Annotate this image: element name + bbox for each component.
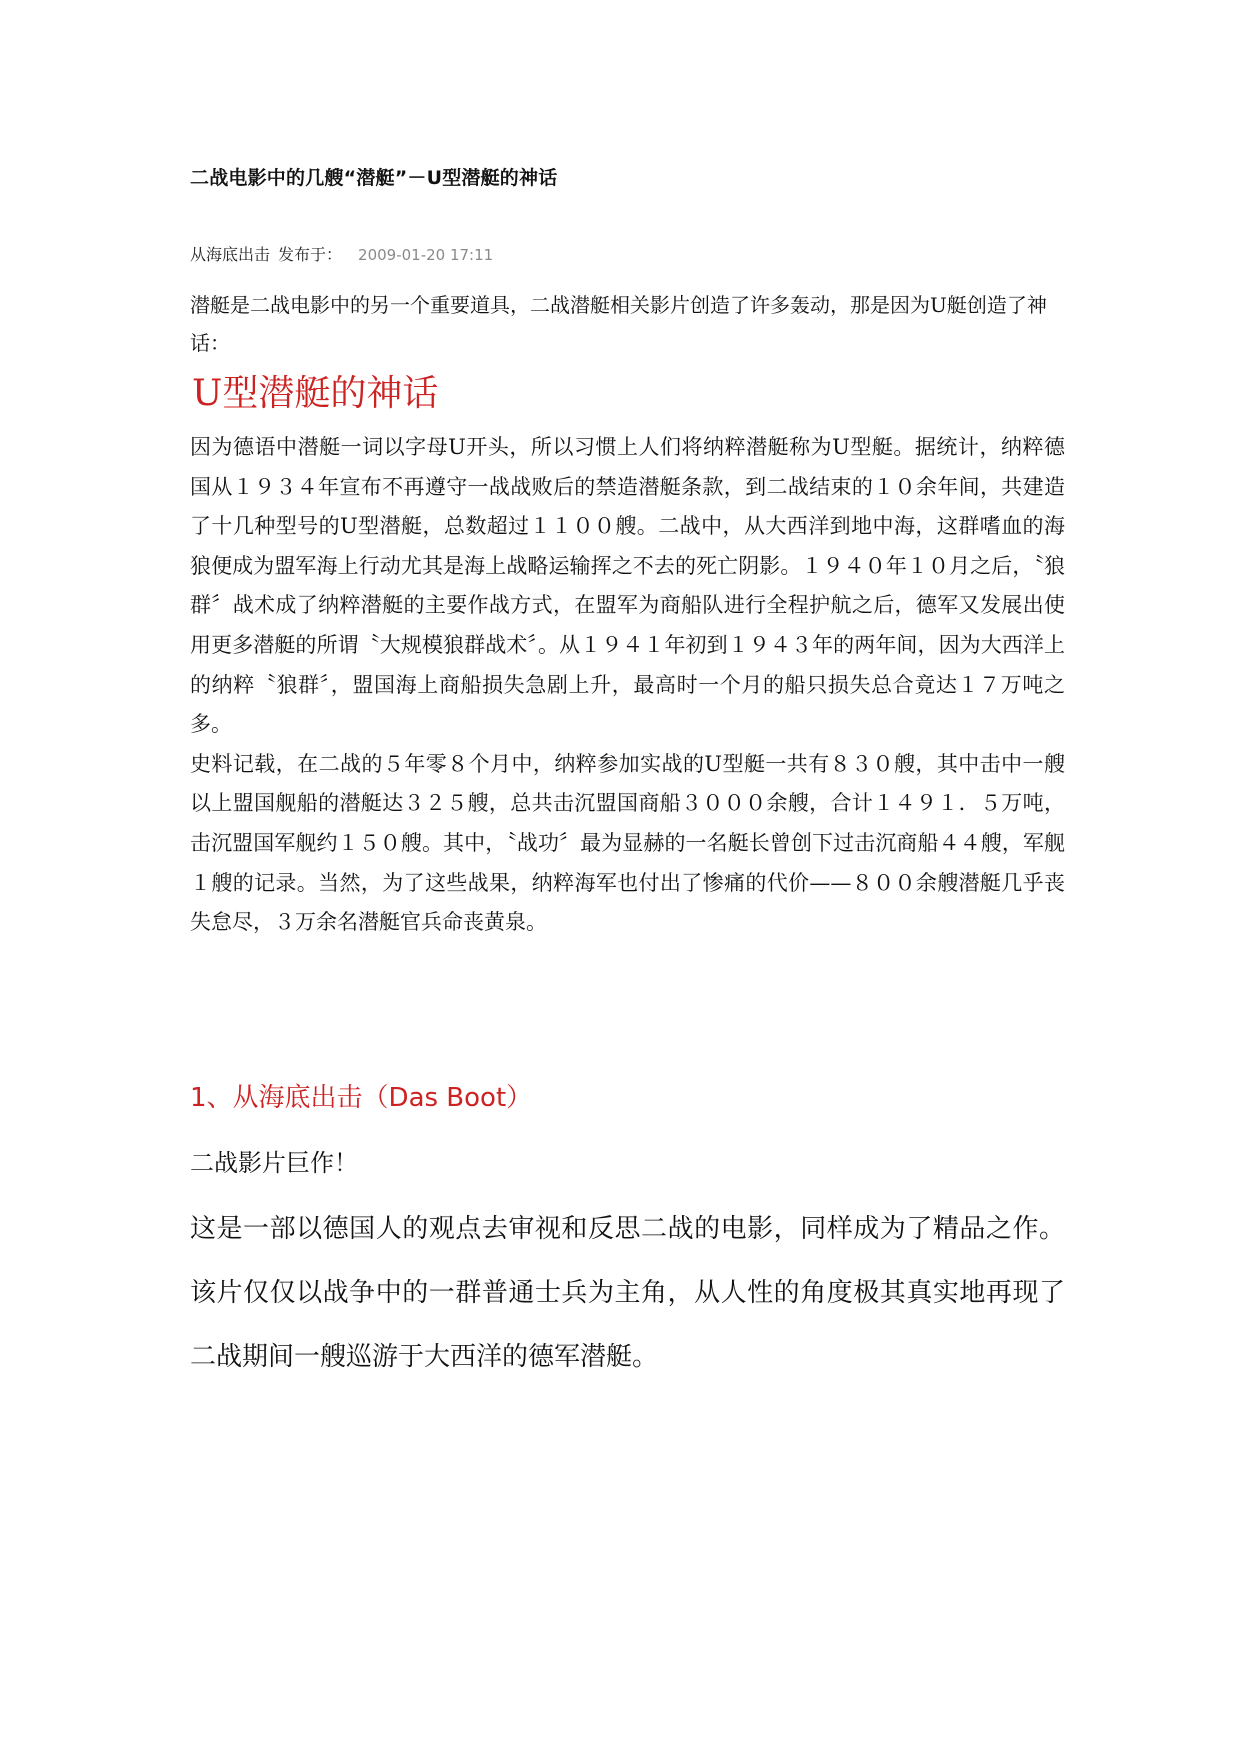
author-name: 从海底出击	[190, 245, 271, 264]
article-meta	[190, 242, 493, 265]
paragraph-records: 史料记载，在二战的５年零８个月中，纳粹参加实战的U型艇一共有８３０艘，其中击中一艘以上盟国舰船的潜艇达３２５艘，总共击沉盟国商船３０００余艘，合计１４９１．５万吨，击沉盟国军舰约１５０艘。其中，〝战功〞最为显赫的一名艇长曾创下过击沉商船４４艘，军舰１艘的记录。当然，为了这些战果，纳粹海军也付出了惨痛的代价——８００余艘潜艇几乎丧失怠尽，３万余名潜艇官兵命丧黄泉。	[190, 751, 1065, 935]
publish-date: 2009-01-20 17:11	[358, 246, 494, 264]
movie-heading: 1、从海底出击（Das Boot）	[190, 1083, 533, 1113]
document-title: 二战电影中的几艘“潜艇”－U型潜艇的神话	[190, 167, 558, 189]
published-label: 发布于：	[278, 245, 343, 264]
intro-paragraph: 潜艇是二战电影中的另一个重要道具，二战潜艇相关影片创造了许多轰动，那是因为U艇创造了神话：	[190, 293, 1047, 355]
paragraph-history: 因为德语中潜艇一词以字母U开头，所以习惯上人们将纳粹潜艇称为U型艇。据统计，纳粹德国从１９３４年宣布不再遵守一战战败后的禁造潜艇条款，到二战结束的１０余年间，共建造了十几种型号的U型潜艇，总数超过１１００艘。二战中，从大西洋到地中海，这群嗜血的海狼便成为盟军海上行动尤其是海上战略运输挥之不去的死亡阴影。１９４０年１０月之后，〝狼群〞战术成了纳粹潜艇的主要作战方式，在盟军为商船队进行全程护航之后，德军又发展出使用更多潜艇的所谓〝大规模狼群战术〞。从１９４１年初到１９４３年的两年间，因为大西洋上的纳粹〝狼群〞，盟国海上商船损失急剧上升，最高时一个月的船只损失总合竟达１７万吨之多。	[190, 435, 1065, 737]
body-text	[190, 428, 1065, 943]
movie-description: 这是一部以德国人的观点去审视和反思二战的电影，同样成为了精品之作。该片仅仅以战争中的一群普通士兵为主角，从人性的角度极其真实地再现了二战期间一艘巡游于大西洋的德军潜艇。	[190, 1214, 1065, 1372]
section-heading: U型潜艇的神话	[192, 373, 439, 414]
movie-tagline: 二战影片巨作！	[190, 1149, 358, 1177]
